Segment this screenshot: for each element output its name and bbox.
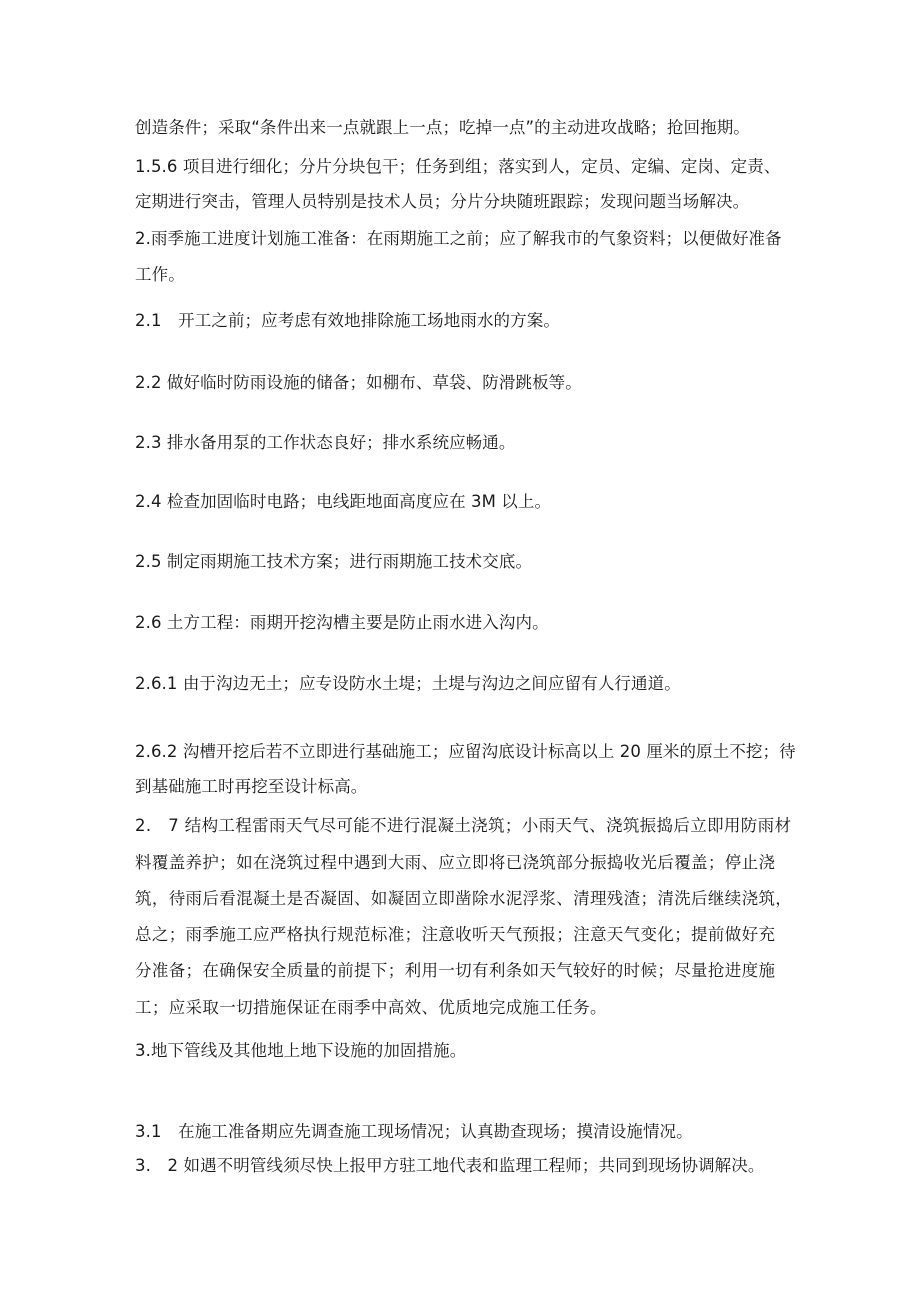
- text-line: 筑，待雨后看混凝土是否凝固、如凝固立即凿除水泥浮浆、清理残渣；清洗后继续浇筑，: [135, 889, 793, 908]
- text-line: 2.1 开工之前；应考虑有效地排除施工场地雨水的方案。: [135, 311, 560, 330]
- text-line: 2.5 制定雨期施工技术方案；进行雨期施工技术交底。: [135, 552, 533, 571]
- text-line: 2.4 检查加固临时电路；电线距地面高度应在 3M 以上。: [135, 492, 552, 511]
- text-line: 3. 2 如遇不明管线须尽快上报甲方驻工地代表和监理工程师；共同到现场协调解决。: [135, 1156, 765, 1175]
- text-line: 2.2 做好临时防雨设施的储备；如棚布、草袋、防滑跳板等。: [135, 373, 582, 392]
- text-line: 2.6.2 沟槽开挖后若不立即进行基础施工；应留沟底设计标高以上 20 厘米的原土不挖；待: [135, 742, 796, 761]
- text-line: 1.5.6 项目进行细化；分片分块包干；任务到组；落实到人，定员、定编、定岗、定责、: [135, 157, 781, 176]
- text-line: 2.3 排水备用泵的工作状态良好；排水系统应畅通。: [135, 433, 516, 452]
- text-line: 定期进行突击，管理人员特别是技术人员；分片分块随班跟踪；发现问题当场解决。: [135, 192, 750, 211]
- text-line: 2.6.1 由于沟边无土；应专设防水土堤；土堤与沟边之间应留有人行通道。: [135, 674, 681, 693]
- text-line: 工作。: [135, 265, 185, 284]
- text-line: 3.1 在施工准备期应先调查施工现场情况；认真勘查现场；摸清设施情况。: [135, 1122, 693, 1141]
- text-line: 3.地下管线及其他地上地下设施的加固措施。: [135, 1041, 467, 1060]
- text-line: 创造条件；采取“条件出来一点就跟上一点；吃掉一点”的主动进攻战略；抢回拖期。: [135, 118, 750, 137]
- text-line: 工；应采取一切措施保证在雨季中高效、优质地完成施工任务。: [135, 998, 607, 1017]
- text-line: 2. 7 结构工程雷雨天气尽可能不进行混凝土浇筑；小雨天气、浇筑振捣后立即用防雨材: [135, 816, 792, 835]
- text-line: 分准备；在确保安全质量的前提下；利用一切有利条如天气较好的时候；尽量抢进度施: [135, 961, 776, 980]
- text-line: 到基础施工时再挖至设计标高。: [135, 777, 368, 796]
- text-line: 2.6 土方工程：雨期开挖沟槽主要是防止雨水进入沟内。: [135, 613, 549, 632]
- text-line: 料覆盖养护；如在浇筑过程中遇到大雨、应立即将已浇筑部分振捣收光后覆盖；停止浇: [135, 853, 776, 872]
- text-line: 总之；雨季施工应严格执行规范标准；注意收听天气预报；注意天气变化；提前做好充: [135, 925, 776, 944]
- text-line: 2.雨季施工进度计划施工准备：在雨期施工之前；应了解我市的气象资料；以便做好准备: [135, 229, 782, 248]
